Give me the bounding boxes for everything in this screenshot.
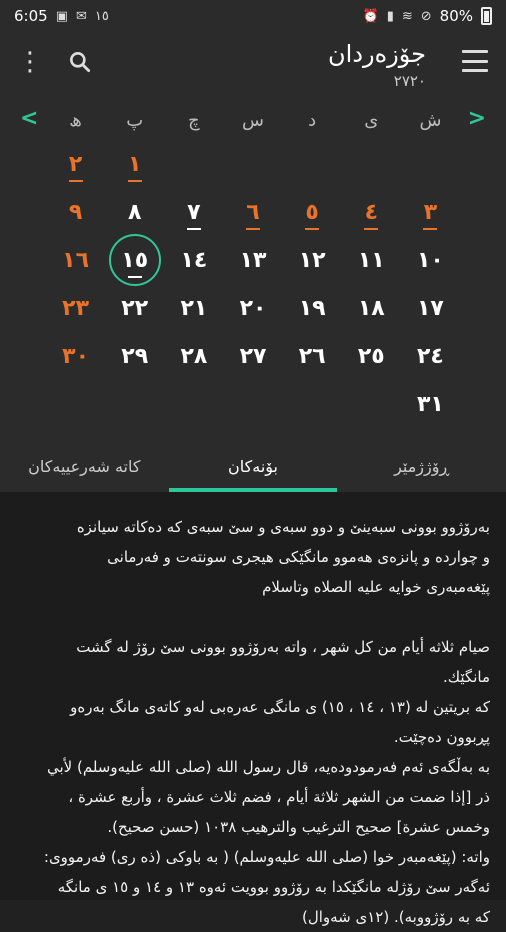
day-number: ٣	[423, 199, 438, 225]
overflow-menu-button[interactable]	[14, 46, 46, 78]
day-cell[interactable]	[283, 336, 342, 376]
day-cell[interactable]	[401, 336, 460, 376]
weekday-label: س	[242, 110, 264, 131]
search-button[interactable]	[64, 46, 96, 78]
day-number: ٨	[128, 199, 142, 225]
text-line: کە بە رۆژووبە). (١٢ی شەوال)	[301, 908, 490, 926]
text-line: وخمس عشرة] صحيح الترغيب والترهيب ١٠٣٨ (حسن صحيح).	[107, 818, 490, 836]
day-number: ١٤	[180, 247, 208, 273]
do-not-disturb-icon: ⊘	[420, 8, 432, 24]
app-bar	[0, 32, 506, 100]
hamburger-menu-icon[interactable]	[462, 50, 488, 72]
day-number: ٢٢	[121, 295, 149, 321]
day-cell[interactable]	[342, 240, 401, 280]
day-cell[interactable]	[105, 336, 164, 376]
text-line: پڕبوون دەچێت.	[393, 728, 490, 746]
event-paragraph-1	[16, 512, 490, 602]
day-number: ١٨	[357, 295, 385, 321]
text-line: کە بریتین لە (١٣ ، ١٤ ، ١٥) ی مانگی عەرەبی لەو کاتەی مانگ بەرەو	[70, 698, 490, 716]
battery-percent: 80%	[439, 7, 473, 25]
tab-bar	[0, 440, 506, 492]
day-number: ١٦	[62, 247, 90, 273]
weekday-label: پ	[126, 110, 144, 131]
year-label: ٢٧٢٠	[393, 72, 426, 90]
day-number: ٢٨	[180, 343, 208, 369]
today-ring	[109, 234, 161, 286]
day-cell[interactable]	[401, 384, 460, 424]
alarm-icon: ⏰	[362, 8, 379, 24]
text-line: پێغەمبەری خوایە علیە الصلاە وتاسلام	[262, 578, 490, 596]
day-cell-empty	[164, 144, 223, 184]
day-number: ٢٣	[62, 295, 90, 321]
weekday-label: ی	[364, 110, 379, 131]
tab-2[interactable]: کاتە شەرعییەکان	[28, 456, 141, 476]
day-cell-empty	[223, 144, 282, 184]
text-line: و چواردە و پانزەی هەموو مانگێکی هیجری سونتەت و فەرمانی	[107, 548, 490, 566]
page-title: جۆزەردان	[328, 40, 426, 68]
day-number: ٢٥	[357, 343, 385, 369]
text-line: ذر [إذا ضمت من الشهر ثلاثة أيام ، فضم ثلاث عشرة ، وأربع عشرة ،	[68, 788, 490, 806]
day-cell[interactable]	[283, 192, 342, 232]
day-cell-today[interactable]	[105, 240, 164, 280]
status-bar	[0, 0, 506, 32]
day-number: ١٧	[417, 295, 444, 321]
status-right	[363, 7, 493, 25]
search-icon	[67, 49, 93, 75]
day-cell[interactable]	[164, 336, 223, 376]
day-number: ١٩	[298, 295, 326, 321]
day-cell[interactable]	[401, 288, 460, 328]
day-number: ٤	[364, 199, 378, 225]
day-cell-empty	[401, 144, 460, 184]
day-number: ٢٧	[239, 343, 267, 369]
day-number: ١٣	[239, 247, 267, 273]
calendar	[0, 100, 506, 440]
day-cell[interactable]	[46, 240, 105, 280]
day-number: ٢١	[180, 295, 208, 321]
status-time: 6:05	[14, 7, 48, 25]
day-cell-empty	[283, 144, 342, 184]
day-cell[interactable]	[164, 240, 223, 280]
text-line: صیام ثلاثە أیام من کل شهر ، واتە بەرۆژوو بوونی سێ رۆژ لە گشت	[76, 638, 490, 656]
weekday-header	[46, 110, 460, 131]
weekday-label: ش	[419, 110, 442, 131]
events-content	[0, 492, 506, 926]
wifi-icon: ≋	[401, 8, 413, 24]
day-cell[interactable]	[223, 288, 282, 328]
signal-icon: ▮	[386, 8, 394, 24]
next-month-button[interactable]: >	[467, 106, 486, 131]
day-number: ٢٤	[417, 343, 444, 369]
day-cell[interactable]	[401, 192, 460, 232]
day-number: ٢	[68, 151, 83, 177]
day-cell[interactable]	[105, 192, 164, 232]
day-cell[interactable]	[223, 192, 282, 232]
previous-month-button[interactable]: <	[20, 106, 39, 131]
mail-notification-icon: ✉	[75, 8, 87, 24]
day-cell[interactable]	[342, 288, 401, 328]
day-cell[interactable]	[283, 240, 342, 280]
day-number: ٣٠	[62, 343, 90, 369]
day-cell-empty	[342, 144, 401, 184]
day-number: ١١	[357, 247, 385, 273]
day-cell[interactable]	[164, 192, 223, 232]
battery-icon	[481, 7, 492, 25]
day-number: ٧	[187, 199, 201, 225]
weekday-label: چ	[188, 110, 200, 131]
text-line: واتە: (پێغەمبەر خوا (صلی الله علیەوسلم) ( بە باوکی (ذە ری) فەرمووی:	[43, 848, 490, 866]
weekday-label: د	[308, 110, 317, 131]
day-number: ٢٦	[298, 343, 326, 369]
day-cell[interactable]	[283, 288, 342, 328]
day-number: ٢٠	[239, 295, 267, 321]
text-line: مانگێك.	[443, 668, 490, 686]
day-number: ٩	[68, 199, 83, 225]
day-cell[interactable]	[46, 288, 105, 328]
weekday-label: ھ	[69, 110, 82, 131]
day-cell[interactable]	[342, 336, 401, 376]
tab-1[interactable]: بۆنەکان	[169, 440, 338, 492]
day-number: ٦	[246, 199, 260, 225]
day-number: ٣١	[417, 391, 444, 417]
day-number: ١٥	[121, 247, 149, 273]
day-cell[interactable]	[105, 144, 164, 184]
day-number: ١٢	[298, 247, 326, 273]
day-cell[interactable]	[401, 240, 460, 280]
day-cell[interactable]	[223, 240, 282, 280]
image-notification-icon: ▣	[55, 8, 68, 24]
day-cell[interactable]	[105, 288, 164, 328]
day-cell[interactable]	[46, 192, 105, 232]
day-cell[interactable]	[46, 336, 105, 376]
text-line: بەرۆژوو بوونی سبەینێ و دوو سبەی و سێ سبەی کە دەکاتە سیانزە	[76, 518, 490, 536]
date-badge: ١٥	[94, 8, 109, 24]
day-cell[interactable]	[342, 192, 401, 232]
day-number: ٢٩	[121, 343, 149, 369]
calendar-grid	[46, 144, 460, 424]
text-line: ئەگەر سێ رۆژلە مانگێکدا بە رۆژوو بوویت ئەوە ١٣ و ١٤ و ١٥ ی مانگە	[57, 878, 490, 896]
tab-0[interactable]: ڕۆژژمێر	[394, 456, 450, 476]
day-cell[interactable]	[46, 144, 105, 184]
more-vertical-icon: ⋮	[17, 47, 43, 77]
event-paragraph-2	[16, 632, 490, 932]
text-line: بە بەڵگەی ئەم فەرمودودەیە، قال رسول الله (صلی الله علیەوسلم) لأبي	[47, 758, 490, 776]
day-cell[interactable]	[223, 336, 282, 376]
day-cell[interactable]	[164, 288, 223, 328]
day-number: ٥	[305, 199, 319, 225]
day-number: ١	[128, 151, 142, 177]
day-number: ١٠	[417, 247, 444, 273]
status-left	[14, 7, 109, 25]
